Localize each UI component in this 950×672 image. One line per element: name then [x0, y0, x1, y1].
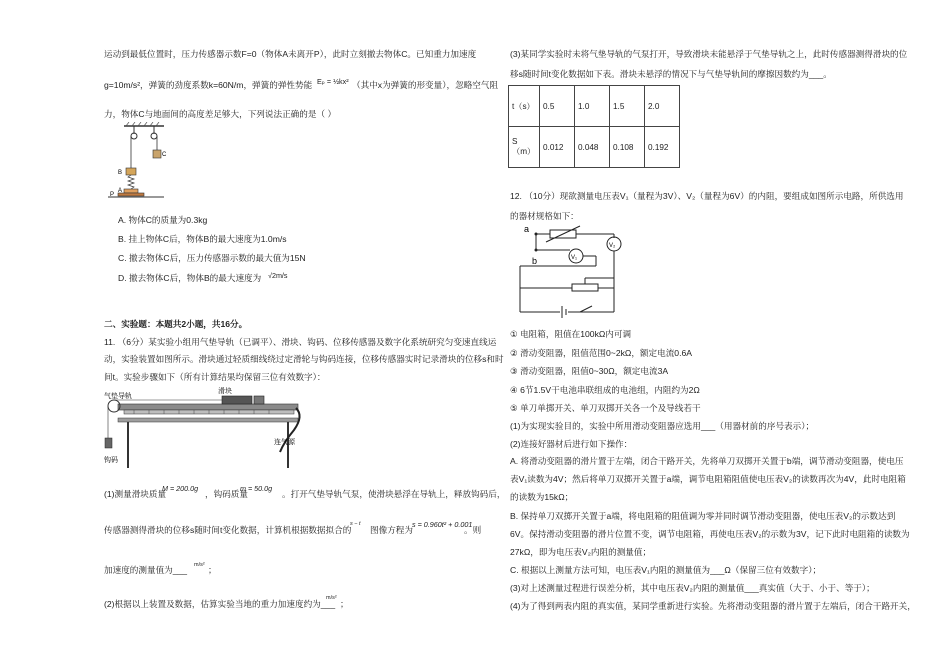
paragraph-line: (3)对上述测量过程进行误差分析，其中电压表V₂内阻的测量值___真实值（大于、小于、等于）； — [510, 583, 875, 593]
paragraph-line: (2)根据以上装置及数据，估算实验当地的重力加速度约为___ — [104, 599, 336, 609]
label-v1: V₁ — [571, 255, 578, 261]
elastic-energy-formula: Eₚ = ½kx² — [317, 77, 349, 86]
equipment-item: ② 滑动变阻器，阻值范围0~2kΩ，额定电流0.6A — [510, 348, 692, 358]
table-row — [509, 86, 680, 127]
option-d: D. 撤去物体C后，物体B的最大速度为 — [118, 273, 262, 283]
table-cell: 1.0 — [575, 86, 610, 127]
acc-unit: m/s² — [326, 595, 337, 601]
label-a: a — [524, 224, 530, 234]
paragraph-line: (3)某同学实验时未将气垫导轨的气泵打开，导致滑块未能悬浮于气垫导轨之上，此时传感器测得滑块的位 — [510, 49, 908, 59]
section-heading: 二、实验题：本题共2小题，共16分。 — [104, 319, 248, 329]
paragraph-line: 12. （10分）现欲测量电压表V₁（量程为3V）、V₂（量程为6V）的内阻，要组成如图所示电路，所供选用 — [510, 191, 904, 201]
label-air: 连气源 — [274, 439, 295, 446]
paragraph-line: (4)为了得到两表内阻的真实值，某同学重新进行实验。先将滑动变阻器的滑片置于左端后，闭合干路开关， — [510, 601, 916, 611]
paragraph-line: g=10m/s²，弹簧的劲度系数k=60N/m，弹簧的弹性势能 — [104, 80, 313, 90]
st-label: s − t — [350, 521, 361, 527]
paragraph-line: 的器材规格如下： — [510, 211, 579, 221]
paragraph-line: 运动到最低位置时，压力传感器示数F=0（物体A未离开P），此时立刻撤去物体C。已知重力加速度 — [104, 49, 477, 59]
label-p: P — [110, 192, 115, 198]
table-cell: 1.5 — [610, 86, 645, 127]
equipment-item: ④ 6节1.5V干电池串联组成的电池组，内阻约为2Ω — [510, 385, 700, 395]
paragraph-line: B. 保持单刀双掷开关置于a端，将电阻箱的阻值调为零并同时调节滑动变阻器，使电压表V₂的示数达到 — [510, 511, 896, 521]
table-cell: 2.0 — [645, 86, 680, 127]
option-b: B. 挂上物体C后，物体B的最大速度为1.0m/s — [118, 234, 287, 244]
table-row — [509, 127, 680, 168]
paragraph-line: 。打开气垫导轨气泵，使滑块悬浮在导轨上，释放钩码后， — [282, 489, 506, 499]
paragraph-line: 力，物体C与地面间的高度差足够大，下列说法正确的是（ ） — [104, 109, 337, 119]
table-cell: S（m） — [509, 127, 540, 168]
paragraph-line: 加速度的测量值为___ — [104, 565, 188, 575]
label-v2: V₂ — [609, 243, 616, 249]
label-track: 气垫导轨 — [104, 393, 132, 400]
equipment-item: ③ 滑动变阻器，阻值0~30Ω，额定电流3A — [510, 366, 669, 376]
pulley-spring-figure — [104, 122, 184, 200]
paragraph-line: 传感器测得滑块的位移s随时间t变化数据，计算机根据数据拟合的 — [104, 525, 352, 535]
table-cell: 0.192 — [645, 127, 680, 168]
table-cell: 0.108 — [610, 127, 645, 168]
paragraph-line: 图像方程为 — [370, 525, 413, 535]
paragraph-line: 27kΩ，即为电压表V₂内阻的测量值； — [510, 547, 652, 557]
paragraph-line: (2)连接好器材后进行如下操作： — [510, 439, 633, 449]
paragraph-line: 6V。保持滑动变阻器的滑片位置不变，调节电阻箱，再使电压表V₂的示数为3V，记下此时电阻箱的读数为 — [510, 529, 910, 539]
paragraph-line: C. 根据以上测量方法可知，电压表V₁内阻的测量值为___Ω（保留三位有效数字）； — [510, 565, 822, 575]
paragraph-line: ； — [340, 599, 349, 609]
paragraph-line: ，钩码质量 — [205, 489, 248, 499]
mass-M: M = 200.0g — [162, 484, 199, 493]
label-hook: 钩码 — [104, 457, 118, 464]
paragraph-line: 11. （6分）某实验小组用气垫导轨（已调平）、滑块、钩码、位移传感器及数字化系统研究匀变速直线运 — [104, 337, 497, 347]
air-track-figure — [104, 386, 309, 470]
paragraph-line: 。则 — [464, 525, 482, 535]
fit-equation: s = 0.960t² + 0.001 — [412, 520, 473, 529]
acc-unit: m/s² — [194, 562, 205, 568]
table-cell: t（s） — [509, 86, 540, 127]
paragraph-line: 表V₁读数为4V；然后将单刀双掷开关置于a端，调节电阻箱阻值使电压表V₂的读数再次为4V，此时电阻箱 — [510, 474, 906, 484]
mass-m: m = 50.0g — [240, 484, 273, 493]
table-cell: 0.5 — [540, 86, 575, 127]
paragraph-line: 动，实验装置如图所示。滑块通过轻质细线绕过定滑轮与钩码连接，位移传感器实时记录滑块的位移s和时 — [104, 354, 504, 364]
option-d-value: √2m/s — [268, 271, 288, 280]
displacement-time-table — [508, 85, 680, 168]
option-a: A. 物体C的质量为0.3kg — [118, 215, 208, 225]
paragraph-line: (1)为实现实验目的，实验中所用滑动变阻器应选用___（用器材前的序号表示）； — [510, 421, 815, 431]
label-b: b — [532, 256, 538, 266]
paragraph-line: ； — [208, 565, 217, 575]
paragraph-line: 移s随时间t变化数据如下表。滑块未悬浮的情况下与气垫导轨间的摩擦因数约为___。 — [510, 69, 832, 79]
label-c: C — [162, 152, 167, 158]
option-c: C. 撤去物体C后，压力传感器示数的最大值为15N — [118, 253, 306, 263]
circuit-diagram — [510, 220, 635, 318]
paragraph-line: A. 将滑动变阻器的滑片置于左端，闭合干路开关，先将单刀双掷开关置于b端，调节滑动变阻器，使电压 — [510, 456, 904, 466]
paragraph-line: 的读数为15kΩ； — [510, 492, 574, 502]
table-cell: 0.012 — [540, 127, 575, 168]
paragraph-line: (1)测量滑块质量 — [104, 489, 167, 499]
table-cell: 0.048 — [575, 127, 610, 168]
label-b: B — [118, 170, 123, 176]
paragraph-line: （其中x为弹簧的形变量），忽略空气阻 — [352, 80, 499, 90]
label-a: A — [118, 188, 123, 194]
paragraph-line: 间t。实验步骤如下（所有计算结果均保留三位有效数字）： — [104, 372, 326, 382]
label-slider: 滑块 — [218, 388, 232, 395]
equipment-item: ⑤ 单刀单掷开关、单刀双掷开关各一个及导线若干 — [510, 403, 701, 413]
equipment-item: ① 电阻箱，阻值在100kΩ内可调 — [510, 329, 632, 339]
